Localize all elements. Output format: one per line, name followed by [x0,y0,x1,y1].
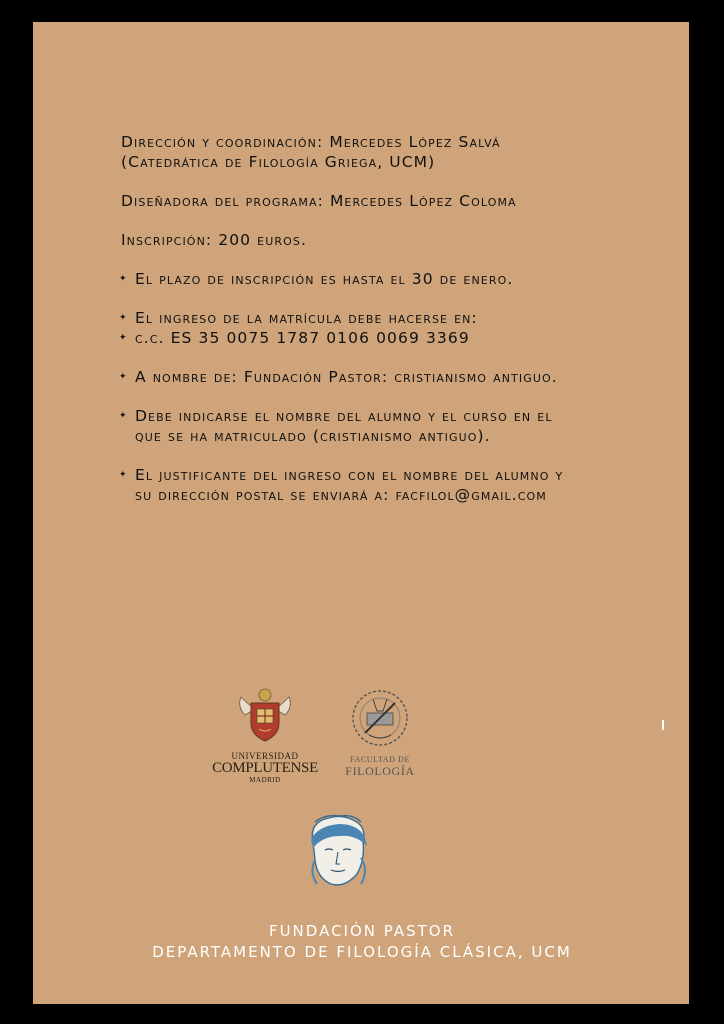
ucm-line2: COMPLUTENSE [212,760,318,776]
ucm-line1: UNIVERSIDAD [231,751,299,761]
logos-row [205,685,445,805]
bullet-ingreso: ✦ El ingreso de la matrícula debe hacerse en: [121,308,581,328]
bullet-justificante: ✦ El justificante del ingreso con el nombre del alumno y su dirección postal se enviará a: facfilol@gmail.com [121,465,581,505]
info-block [121,132,581,524]
footer [0,921,724,963]
ff-line2: FILOLOGÍA [345,764,415,778]
filologia-logo [335,685,425,777]
bullet-list [121,269,581,505]
laurel-emblem-icon [347,685,413,751]
footer-line1: FUNDACIÓN PASTOR [268,922,456,940]
inscripcion-text: Inscripción: 200 euros. [121,231,307,249]
footer-line2: DEPARTAMENTO DE FILOLOGÍA CLÁSICA, UCM [152,943,572,961]
direccion-text: Dirección y coordinación: Mercedes López Salvá (Catedrática de Filología Griega, UCM) [121,133,501,171]
marker-dot [662,720,664,730]
bullet-nombre: ✦ A nombre de: Fundación Pastor: cristianismo antiguo. [121,367,581,387]
ucm-logo [205,685,325,785]
ff-line1: FACULTAD DE [350,755,410,764]
ucm-crest-icon [235,685,295,747]
ucm-line3: MADRID [249,776,281,784]
goddess-head-icon [295,812,385,890]
bullet-indicar: ✦ Debe indicarse el nombre del alumno y el curso en el que se ha matriculado (cristianismo antiguo). [121,406,581,446]
disenadora-text: Diseñadora del programa: Mercedes López Coloma [121,192,517,210]
bullet-plazo: ✦ El plazo de inscripción es hasta el 30 de enero. [121,269,581,289]
bullet-cuenta: ✦ c.c. ES 35 0075 1787 0106 0069 3369 [121,328,581,348]
